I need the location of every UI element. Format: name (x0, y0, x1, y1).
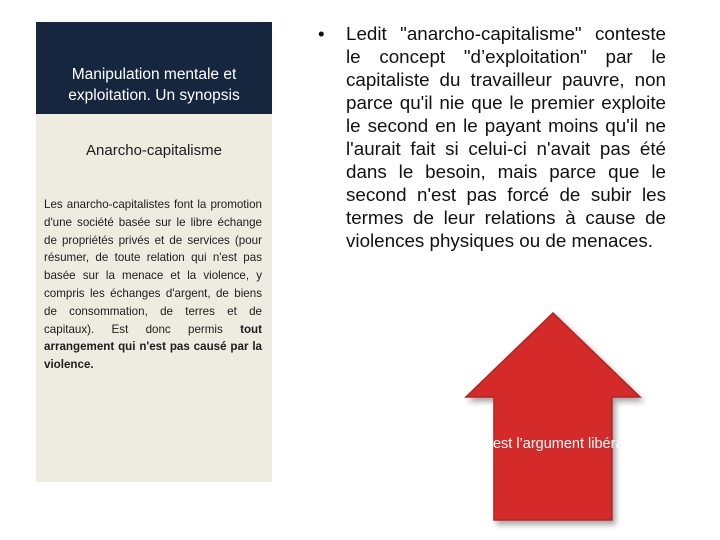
slide-title: Manipulation mentale et exploitation. Un synopsis (68, 66, 240, 104)
section-subtitle: Anarcho-capitalisme (86, 142, 222, 159)
paragraph-text: Les anarcho-capitalistes font la promotion d'une société basée sur le libre échange de propriétés privés et de services (pour résumer, de toute relation qui n'est pas basée sur la menace et la violence, y compris les échanges d'argent, de biens de consommation, de terres et de capitaux). Est donc permis (44, 198, 262, 336)
paragraph-bold-text: tout arrangement qui n'est pas causé par la violence. (44, 322, 262, 372)
bullet-icon: • (318, 23, 325, 44)
arrow-label: C’est l’argument libéral (479, 436, 627, 452)
bullet-text: Ledit "anarcho-capitalisme" conteste le concept "d’exploitation" par le capitaliste du travailleur pauvre, non parce qu'il nie que le premier exploite le second en le payant moins qu'il ne l'aurait fait si celui-ci n'avait pas été dans le besoin, mais parce que le second n'est pas forcé de subir les termes de leur relations à cause de violences physiques ou de menaces. (346, 23, 666, 251)
